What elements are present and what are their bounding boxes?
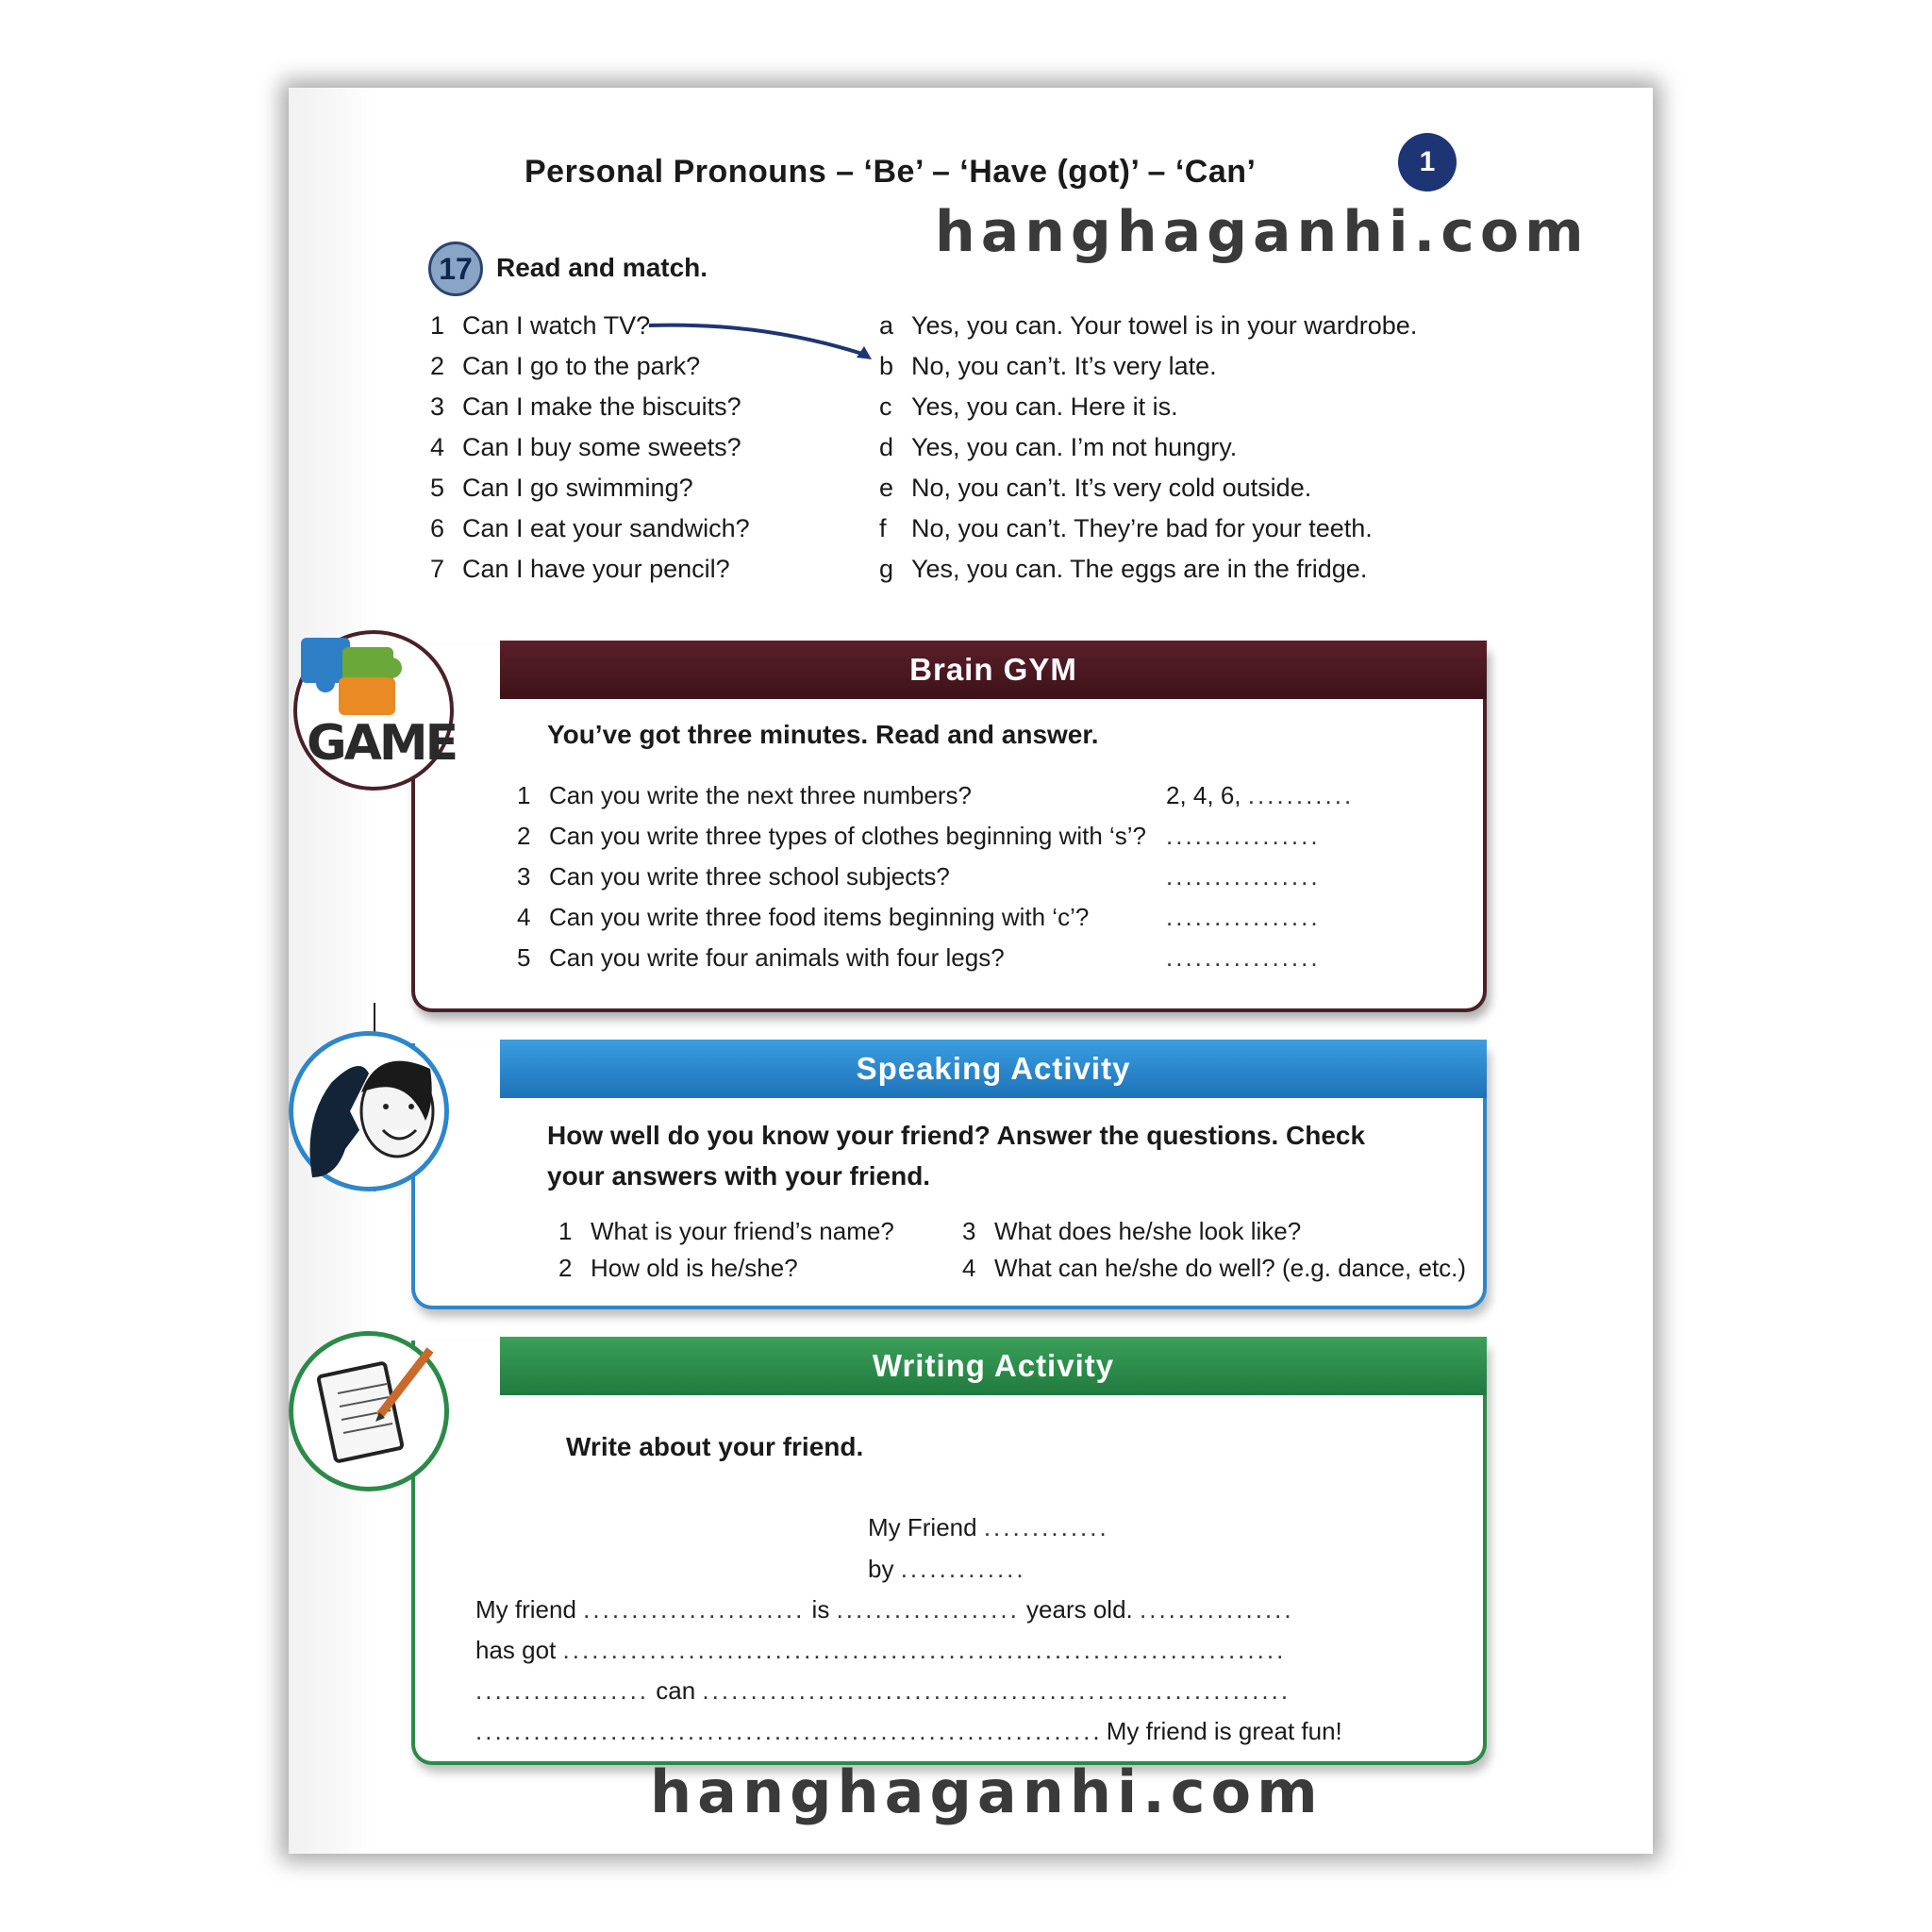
watermark-top: hanghaganhi.com [935,199,1590,265]
faces-talking-icon [293,1036,444,1187]
writing-line-3: .................. can ............................................................. [475,1676,1291,1705]
question-row: 6 Can I eat your sandwich? [430,514,750,542]
writing-badge [289,1331,449,1491]
answer-row: e No, you can’t. It’s very cold outside. [879,474,1312,502]
speaking-badge [289,1031,449,1191]
brain-gym-question: 3 Can you write three school subjects? [517,862,950,891]
question-row: 3 Can I make the biscuits? [430,392,741,421]
writing-title-line: My Friend ............. [868,1513,1109,1541]
author-blank[interactable]: ............. [900,1555,1026,1583]
speaking-activity-section [411,1043,1487,1309]
answer-row: f No, you can’t. They’re bad for your teeth. [879,514,1373,542]
writing-line-2: has got ........................................................................... [475,1636,1287,1664]
age-blank[interactable]: ................... [836,1595,1020,1624]
has-got-blank[interactable]: ........................................................................... [562,1636,1287,1664]
answer-blank[interactable]: 2, 4, 6, ........... [1166,781,1355,809]
writing-activity-section [411,1341,1487,1765]
answer-row: g Yes, you can. The eggs are in the fridge. [879,555,1368,583]
brain-gym-question: 4 Can you write three food items beginning with ‘c’? [517,903,1090,931]
page-title: Personal Pronouns – ‘Be’ – ‘Have (got)’ – ‘Can’ [525,154,1257,190]
question-row: 2 Can I go to the park? [430,352,701,380]
game-badge [293,630,457,791]
game-label: GAME [307,715,457,772]
answer-row: b No, you can’t. It’s very late. [879,352,1217,380]
continue-blank[interactable]: ................ [1140,1595,1294,1624]
speaking-question: 2 How old is he/she? [558,1254,798,1282]
speaking-question: 3 What does he/she look like? [962,1217,1302,1245]
writing-instruction: Write about your friend. [566,1432,864,1461]
speaking-instruction-line1: How well do you know your friend? Answer the questions. Check [547,1121,1366,1150]
brain-gym-question: 1 Can you write the next three numbers? [517,781,973,809]
answer-blank[interactable]: ................ [1166,943,1321,972]
speaking-question: 1 What is your friend’s name? [558,1217,894,1245]
watermark-bottom: hanghaganhi.com [650,1757,1324,1826]
writing-by-line: by ............. [868,1555,1026,1583]
question-row: 4 Can I buy some sweets? [430,433,741,461]
brain-gym-question: 5 Can you write four animals with four legs? [517,943,1005,972]
before-can-blank[interactable]: .................. [475,1676,650,1705]
question-row: 1 Can I watch TV? [430,311,651,340]
workbook-page [289,88,1653,1854]
brain-gym-instruction: You’ve got three minutes. Read and answer. [547,720,1099,749]
answer-row: d Yes, you can. I’m not hungry. [879,433,1238,461]
speaking-question: 4 What can he/she do well? (e.g. dance, etc.) [962,1254,1467,1282]
writing-activity-header: Writing Activity [500,1337,1487,1395]
title-blank[interactable]: ............. [983,1513,1109,1541]
name-blank[interactable]: ....................... [583,1595,806,1624]
speaking-instruction-line2: your answers with your friend. [547,1161,931,1191]
speaking-activity-header: Speaking Activity [500,1040,1487,1098]
page-spine [289,88,374,1854]
closing-blank[interactable]: ................................................................ [475,1717,1093,1745]
exercise-number-badge: 17 [428,242,483,296]
can-blank[interactable]: ............................................................. [702,1676,1291,1705]
brain-gym-header: Brain GYM [500,641,1487,699]
exercise-instruction: Read and match. [496,253,708,282]
brain-gym-question: 2 Can you write three types of clothes beginning with ‘s’? [517,822,1147,850]
answer-row: a Yes, you can. Your towel is in your wardrobe. [879,311,1418,340]
match-arrow-icon [647,314,883,371]
answer-row: c Yes, you can. Here it is. [879,392,1178,421]
writing-line-4: ................................................................. My friend is great fun! [475,1717,1342,1745]
answer-blank[interactable]: ................ [1166,862,1321,891]
brain-gym-section [411,644,1487,1012]
notepad-pencil-icon [289,1331,449,1491]
question-row: 7 Can I have your pencil? [430,555,730,583]
question-row: 5 Can I go swimming? [430,474,693,502]
answer-blank[interactable]: ................ [1166,822,1321,850]
writing-line-1: My friend ....................... is ................... years old. ................ [475,1595,1294,1624]
unit-number-badge: 1 [1398,133,1457,192]
answer-blank[interactable]: ................ [1166,903,1321,931]
